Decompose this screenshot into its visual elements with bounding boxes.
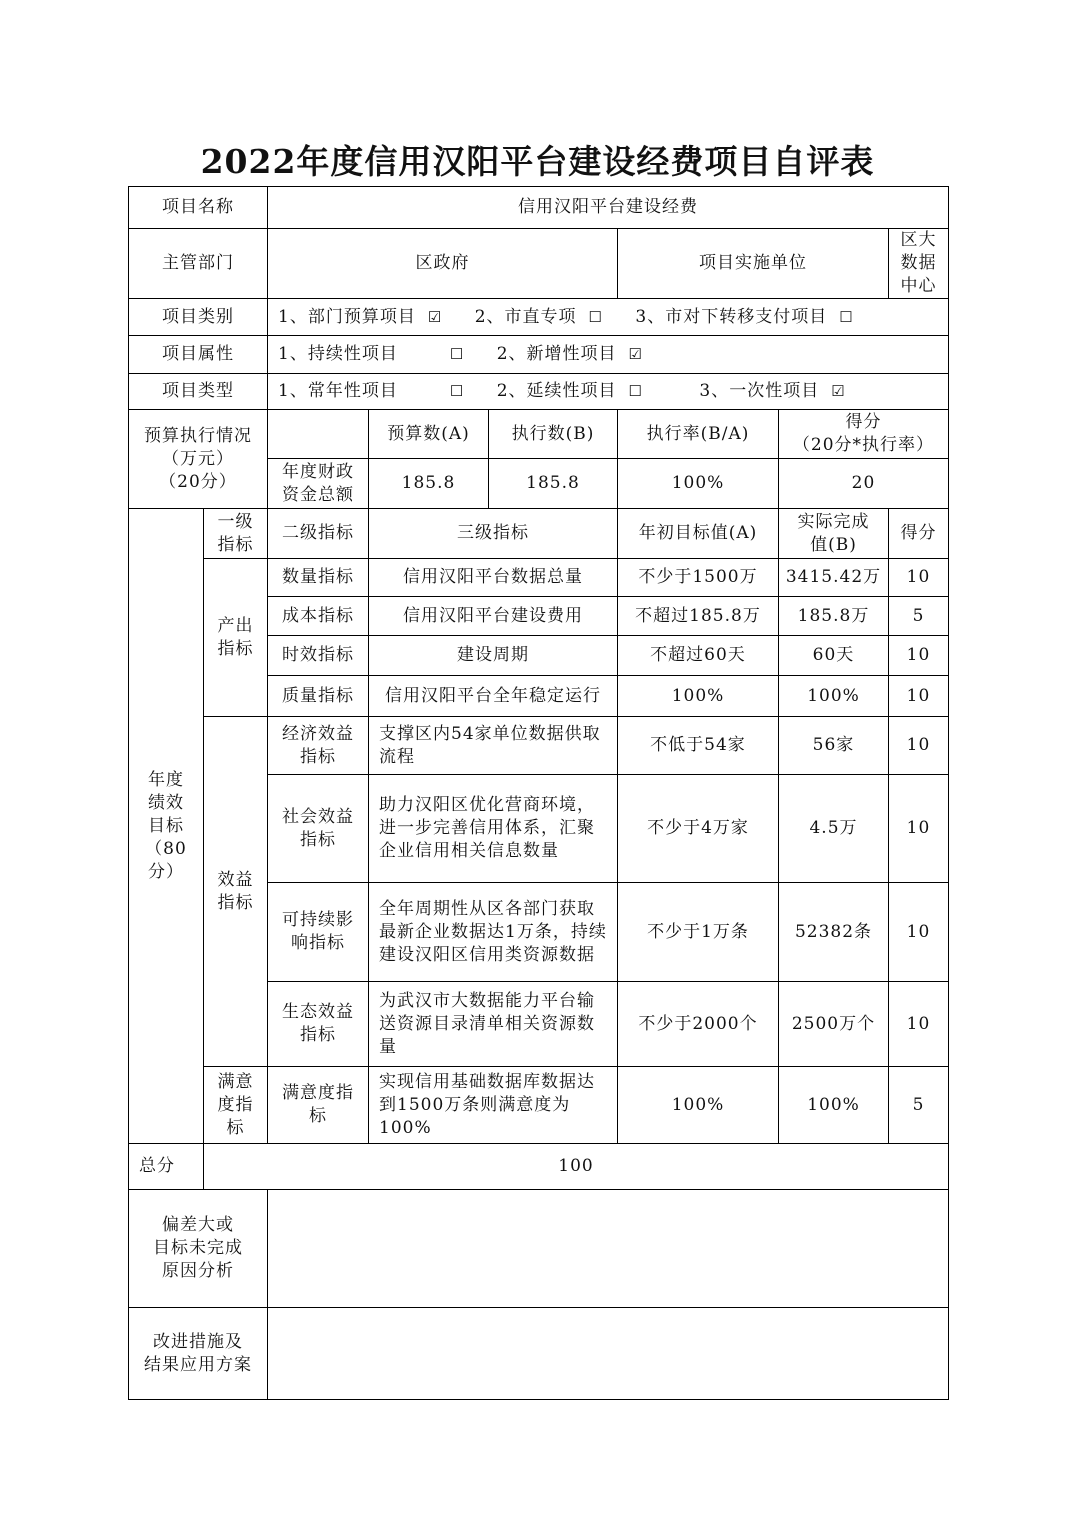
satisfaction-label: 满意 度指 标 — [204, 1067, 268, 1144]
output-label: 产出 指标 — [204, 559, 268, 717]
checkbox-checked-icon[interactable]: ☑ — [831, 382, 846, 400]
attribute-options — [268, 336, 949, 374]
row-budget-header — [129, 410, 949, 459]
exec-value: 185.8 — [489, 459, 618, 509]
type-options — [268, 374, 949, 410]
impl-unit-value: 区大数据中心 — [889, 229, 949, 299]
category-options — [268, 299, 949, 336]
evaluation-table — [128, 186, 949, 1400]
row-project-name — [129, 187, 949, 229]
table-row: 产出 指标 数量指标 信用汉阳平台数据总量 不少于1500万 3415.42万 10 — [129, 559, 949, 597]
h-level2: 二级指标 — [268, 509, 369, 559]
checkbox-empty-icon[interactable]: ☐ — [449, 345, 465, 363]
row-deviation — [129, 1190, 949, 1308]
row-perf-header — [129, 509, 949, 559]
rate-value: 100% — [618, 459, 779, 509]
department-value: 区政府 — [268, 229, 618, 299]
table-row: 成本指标 信用汉阳平台建设费用 不超过185.8万 185.8万 5 — [129, 597, 949, 636]
table-row: 生态效益 指标 为武汉市大数据能力平台输送资源目录清单相关资源数量 不少于2000个 2500万个 10 — [129, 982, 949, 1067]
h-actual: 实际完成 值(B) — [779, 509, 889, 559]
budget-row-label: 年度财政 资金总额 — [268, 459, 369, 509]
project-name-value: 信用汉阳平台建设经费 — [268, 187, 949, 229]
type-option-3: 3、一次性项目 ☑ — [699, 381, 846, 401]
row-improvement — [129, 1308, 949, 1400]
table-row: 社会效益 指标 助力汉阳区优化营商环境，进一步完善信用体系，汇聚企业信用相关信息数量 不少于4万家 4.5万 10 — [129, 775, 949, 883]
budget-col-exec: 执行数(B) — [489, 410, 618, 459]
budget-value: 185.8 — [369, 459, 489, 509]
budget-label: 预算执行情况 （万元） （20分） — [129, 410, 268, 509]
page-title: 2022年度信用汉阳平台建设经费项目自评表 — [200, 142, 875, 181]
budget-col-budget: 预算数(A) — [369, 410, 489, 459]
budget-score-value: 20 — [779, 459, 949, 509]
checkbox-empty-icon[interactable]: ☐ — [588, 307, 603, 326]
table-row: 效益 指标 经济效益 指标 支撑区内54家单位数据供取流程 不低于54家 56家 10 — [129, 717, 949, 775]
category-option-1: 1、部门预算项目 ☑ — [278, 306, 443, 327]
table-row: 可持续影 响指标 全年周期性从区各部门获取最新企业数据达1万条，持续建设汉阳区信用类资源数据 不少于1万条 52382条 10 — [129, 883, 949, 982]
category-label: 项目类别 — [129, 299, 268, 336]
budget-col-rate: 执行率(B/A) — [618, 410, 779, 459]
row-department — [129, 229, 949, 299]
h-level1: 一级 指标 — [204, 509, 268, 559]
table-row: 质量指标 信用汉阳平台全年稳定运行 100% 100% 10 — [129, 676, 949, 717]
budget-blank-cell — [268, 410, 369, 459]
total-label: 总分 — [129, 1144, 204, 1190]
row-project-type — [129, 374, 949, 410]
type-label: 项目类型 — [129, 374, 268, 410]
department-label: 主管部门 — [129, 229, 268, 299]
total-value: 100 — [204, 1144, 949, 1190]
benefit-label: 效益 指标 — [204, 717, 268, 1067]
project-name-label: 项目名称 — [129, 187, 268, 229]
type-option-1: 1、常年性项目 ☐ — [278, 381, 465, 401]
row-project-attribute — [129, 336, 949, 374]
h-level3: 三级指标 — [369, 509, 618, 559]
deviation-value — [268, 1190, 949, 1308]
category-option-3: 3、市对下转移支付项目 ☐ — [635, 306, 854, 327]
improvement-value — [268, 1308, 949, 1400]
h-target: 年初目标值(A) — [618, 509, 779, 559]
type-option-2: 2、延续性项目 ☐ — [496, 381, 643, 401]
category-option-2: 2、市直专项 ☐ — [474, 306, 603, 327]
deviation-label: 偏差大或 目标未完成 原因分析 — [129, 1190, 268, 1308]
checkbox-empty-icon[interactable]: ☐ — [449, 382, 465, 400]
row-project-category — [129, 299, 949, 336]
attribute-option-2: 2、新增性项目 ☑ — [496, 344, 643, 364]
improvement-label: 改进措施及 结果应用方案 — [129, 1308, 268, 1400]
attribute-label: 项目属性 — [129, 336, 268, 374]
checkbox-empty-icon[interactable]: ☐ — [628, 382, 643, 400]
checkbox-checked-icon[interactable]: ☑ — [427, 307, 443, 326]
checkbox-empty-icon[interactable]: ☐ — [839, 307, 854, 326]
h-score: 得分 — [889, 509, 949, 559]
impl-unit-label: 项目实施单位 — [618, 229, 889, 299]
perf-label: 年度 绩效 目标 （80 分） — [129, 509, 204, 1144]
table-row: 满意 度指 标 满意度指 标 实现信用基础数据库数据达到1500万条则满意度为100% 100% 100% 5 — [129, 1067, 949, 1144]
attribute-option-1: 1、持续性项目 ☐ — [278, 344, 465, 364]
row-total — [129, 1144, 949, 1190]
table-row: 时效指标 建设周期 不超过60天 60天 10 — [129, 636, 949, 676]
checkbox-checked-icon[interactable]: ☑ — [628, 345, 643, 363]
budget-col-score: 得分 （20分*执行率） — [779, 410, 949, 459]
